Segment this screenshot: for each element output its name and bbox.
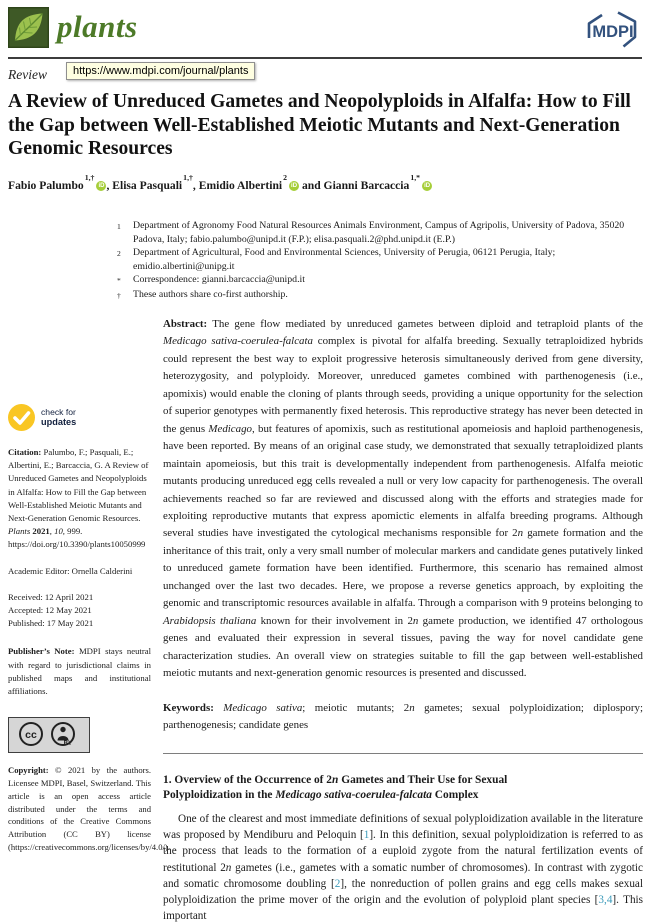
text-segment: ; meiotic mutants; 2 xyxy=(302,701,410,714)
text-segment: gametes; sexual polyploidization; diplospory; parthenogenesis; candidate genes xyxy=(163,701,643,731)
mdpi-logo[interactable] xyxy=(582,9,642,56)
received-date: Received: 12 April 2021 xyxy=(8,591,94,602)
cofirst-note: † These authors share co-first authorship. xyxy=(117,288,288,300)
publisher-note-label: Publisher’s Note: xyxy=(8,646,75,657)
section-heading xyxy=(163,773,583,803)
citation-ref[interactable]: 1 xyxy=(363,829,370,842)
checkmark-icon xyxy=(8,404,35,431)
text-segment: n xyxy=(517,527,524,540)
abstract xyxy=(163,316,643,683)
journal-logo[interactable] xyxy=(8,7,49,48)
dates-block xyxy=(8,591,151,631)
text-segment: ]. In this definition, sexual polyploidization is referred to as the process that leads to the formation of a euploid zygote from the natural fertilization events of restitutional 2 xyxy=(163,829,643,874)
author-line: Fabio Palumbo$^{1,\dagger}$iD , Elisa Pasquali$^{1,\dagger}$, Emidio Albertini$^2$iD and Gianni Barcaccia$^{1,*}$iD xyxy=(8,173,431,192)
text-segment: Arabidopsis thaliana xyxy=(163,614,257,627)
text-segment: Complex xyxy=(431,789,479,802)
orcid-icon[interactable]: iD xyxy=(291,182,298,189)
sidebar xyxy=(8,404,170,854)
author: Elisa Pasquali$^{1,\dagger}$ xyxy=(112,173,193,192)
text-segment: One of the clearest and most immediate definitions of sexual polyploidization available in the literature was proposed by Mendiburu and Peloquin [ xyxy=(163,812,643,842)
text-segment: gametes (i.e., gametes with a somatic number of chromosomes). In contrast with zygotic and somatic chromosome doubling [ xyxy=(163,861,643,890)
text-segment: Medicago sativa-coerulea-falcata xyxy=(163,335,313,348)
affiliations xyxy=(117,219,644,302)
text-segment: Medicago xyxy=(208,422,252,435)
text-segment: Gametes and Their Use for Sexual Polyploidization in the xyxy=(163,774,508,802)
text-segment: n xyxy=(332,774,339,787)
main-column xyxy=(163,316,643,924)
text-segment: ]. This important xyxy=(163,893,643,923)
text-segment: gamete formation and the inheritance of this trait, only a very small number of molecular markers and candidate genes putatively linked to unreduced gamete formation have been identified. Furthermore, this scenario has remained almost unchanged over the last two decades. Here, we propose a reverse genetics approach, by exploiting the genomic and transcriptomic resources available in alfalfa. Through a comparison with 9 proteins belonging to xyxy=(163,527,643,610)
text-segment: Medicago sativa-coerulea-falcata xyxy=(275,789,432,802)
by-label: BY xyxy=(63,741,72,748)
keywords-label: Keywords: xyxy=(163,701,214,714)
copyright-label: Copyright: xyxy=(8,765,49,776)
text-segment: , 999. https://doi.org/10.3390/plants10050999 xyxy=(8,526,146,550)
check-for-updates-label: check for updates xyxy=(41,406,77,427)
text-segment: n xyxy=(409,701,415,714)
page-title: A Review of Unreduced Gametes and Neopolyploids in Alfalfa: How to Fill the Gap between Well-Established Meiotic Mutants and Next-Generation Genomic Resources xyxy=(8,91,631,160)
citation-ref[interactable]: 2 xyxy=(334,877,341,890)
link-url-tooltip: https://www.mdpi.com/journal/plants xyxy=(66,62,255,80)
citation-block xyxy=(8,446,151,552)
correspondence-line: * Correspondence: gianni.barcaccia@unipd.it xyxy=(117,274,305,285)
text-segment: ], the nonreduction of pollen grains and egg cells makes sexual polyploidization the prime mover of the origin and the evolution of polyploid plant species [ xyxy=(163,877,644,906)
text-segment: complex is pivotal for alfalfa breeding. Sexually tetraploidized hybrids could represent the best way to exploit progressive heterosis simultaneously derived from gene diversity, heterozygosity, and polyploidy. Moreover, unreduced gametes combined with parthenogenesis (i.e., apomixis) would enable the cloning of plants through seeds, providing a unique opportunity for the selection of superior genotypes with permanently fixed heterosis. This reproductive strategy has never been detected in the genus xyxy=(163,335,644,435)
article-type: Review xyxy=(8,67,47,82)
citation-label: Citation: xyxy=(8,447,42,457)
svg-text:cc: cc xyxy=(25,729,37,742)
text-segment: n xyxy=(225,861,232,874)
text-segment: Medicago sativa xyxy=(223,701,303,714)
copyright-block: Copyright: © 2021 by the authors. Licensee MDPI, Basel, Switzerland. This article is an open access article distributed under the terms and conditions of the Creative Commons Attribution (CC BY) license (https://creativecommons.org/licenses/by/4.0/). xyxy=(8,765,170,853)
text-segment: 1. Overview of the Occurrence of 2 xyxy=(163,774,333,787)
header-divider xyxy=(8,57,642,59)
text-segment xyxy=(214,702,223,714)
text-segment: 10 xyxy=(54,526,63,537)
orcid-icon[interactable]: iD xyxy=(98,182,105,189)
text-segment: gamete production, we identified 47 orthologous genes and evaluated their expression in several tissues, paving the way for novel candidate gene characterization studies. An overall view on strategies suitable to fill the gap between well-established meiotic mutants and next-generation genomic resources is presented and discussed. xyxy=(163,614,644,680)
orcid-icon[interactable]: iD xyxy=(424,182,431,189)
text-segment: The gene flow mediated by unreduced gametes between diploid and tetraploid plants of the xyxy=(207,318,643,330)
author: Emidio Albertini$^2$iD xyxy=(198,173,298,192)
citation-ref[interactable]: 3,4 xyxy=(598,893,613,906)
author: Fabio Palumbo$^{1,\dagger}$iD xyxy=(8,173,105,192)
keywords xyxy=(163,700,643,735)
academic-editor: Academic Editor: Ornella Calderini xyxy=(8,565,133,576)
text-segment: , xyxy=(49,526,55,537)
publisher-note: Publisher’s Note: MDPI stays neutral with regard to jurisdictional claims in published maps and institutional affiliations. xyxy=(8,646,151,697)
cc-by-license-badge[interactable] xyxy=(8,717,90,753)
body-paragraph xyxy=(163,811,643,924)
abstract-label: Abstract: xyxy=(163,318,208,330)
published-date: Published: 17 May 2021 xyxy=(8,618,94,629)
text-segment: , but features of apomixis, such as restitutional apomeiosis and haploid parthenogenesis, have been reported. By means of an original case study, we demonstrated that sexually tetraploidized plants maintain apomeiosis, but this trait is developmentally independent from parthenogenesis. Alfalfa meiotic mutants producing unreduced egg cells revealed a null or very low capacity for parthenogenesis. The overall achievements reached so far are reviewed and discussed along with the efforts and strategies made for exploiting reproductive mutants that express apomictic elements in alfalfa breeding programs. Although several studies have investigated the cytological mechanisms responsible for 2 xyxy=(163,422,643,540)
affiliation-item: 2 Department of Agricultural, Food and Environmental Sciences, University of Perugia, 06121 Perugia, Italy; emidio.albertini@unipg.it xyxy=(117,247,556,272)
text-segment: known for their involvement in 2 xyxy=(256,614,413,627)
accepted-date: Accepted: 12 May 2021 xyxy=(8,605,92,616)
author: Gianni Barcaccia$^{1,*}$iD xyxy=(323,173,431,192)
text-segment: n xyxy=(412,614,419,627)
affiliation-item: 1 Department of Agronomy Food Natural Resources Animals Environment, Campus of Agripolis, University of Padova, 35020 Padova, Italy; fabio.palumbo@unipd.it (F.P.); elisa.pasquali.2@phd.unipd.it (E.P.) xyxy=(117,220,625,245)
text-segment: Plants xyxy=(8,526,33,537)
svg-text:MDPI: MDPI xyxy=(592,23,634,41)
journal-name: plants xyxy=(57,9,138,44)
text-segment: 2021 xyxy=(32,526,50,537)
section-divider xyxy=(163,753,643,754)
text-segment: Palumbo, F.; Pasquali, E.; Albertini, E.; Barcaccia, G. A Review of Unreduced Gametes and Neopolyploids in Alfalfa: How to Fill the Gap between Well-Established Meiotic Mutants and Next-Generation Genomic Resources. xyxy=(8,447,149,524)
leaf-icon xyxy=(8,7,49,48)
mdpi-brackets-icon xyxy=(582,9,642,51)
check-for-updates-button[interactable] xyxy=(8,404,151,431)
